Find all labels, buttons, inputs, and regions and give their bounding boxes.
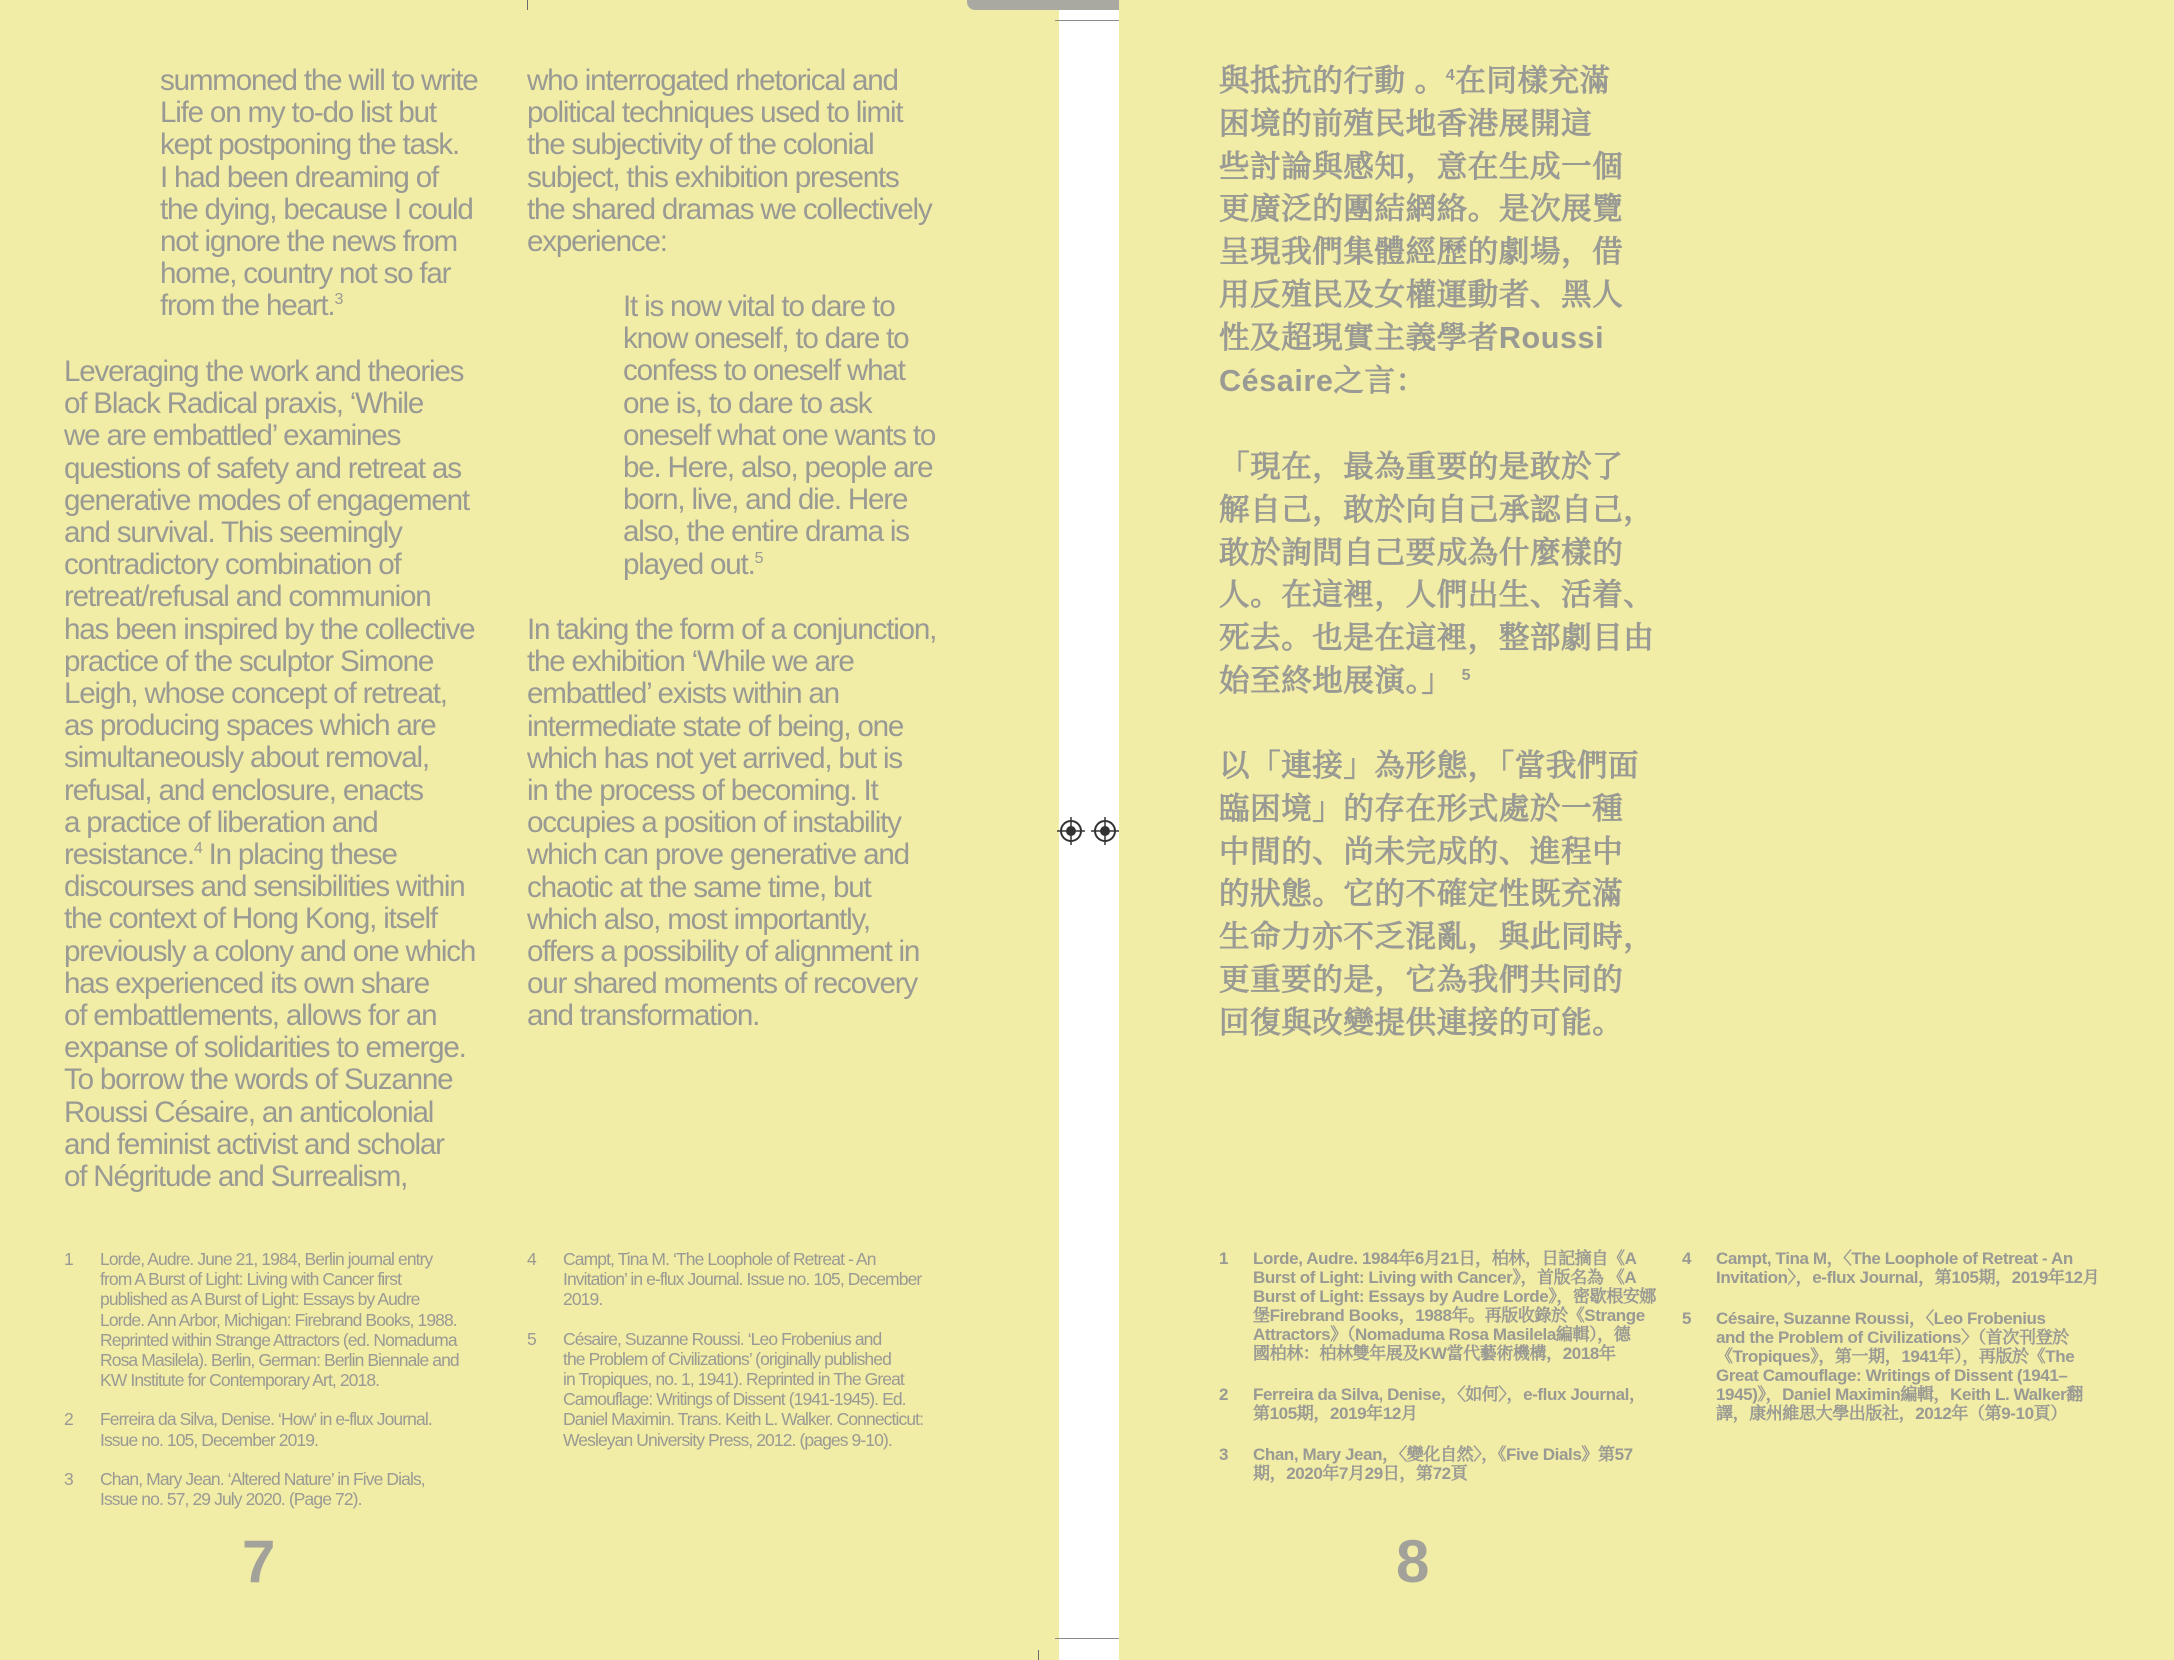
footnote-text: Césaire, Suzanne Roussi. ‘Leo Frobenius and the Problem of Civilizations’ (originally published in Tropiques, no. 1, 1941). Reprinted in The Great Camouflage: Writings of Dissent (1941-1945). Ed. Daniel Maximin. Trans. Keith L. Walker. Connecticut: Wesleyan University Press, 2012. (pages 9-10).: [563, 1328, 924, 1450]
footnote-ref: 5: [1461, 666, 1472, 684]
paragraph-text: Leveraging the work and theories of Black Radical praxis, ‘While we are embattled’ examines questions of safety and retreat as generative modes of engagement and survival. This seemingly contradictory combination of retreat/refusal and communion has been inspired by the collective practice of the sculptor Simone Leigh, whose concept of retreat, as producing spaces which are simultaneously about removal, refusal, and enclosure, enacts a practice of liberation and resistance.: [64, 355, 475, 872]
footnote: [64, 1469, 504, 1509]
quote-text: 「現在，最為重要的是敢於了 解自己，敢於向自己承認自己， 敢於詢問自己要成為什麼樣的 人。在這裡，人們出生、活着、 死去。也是在這裡，整部劇目由 始至終地展演。」: [1219, 450, 1655, 698]
gutter-line: [1055, 20, 1125, 21]
footnote-number: 4: [1682, 1249, 1692, 1268]
footnote-number: 2: [1219, 1385, 1229, 1404]
paragraph-text: 在同樣充滿 困境的前殖民地香港展開這 些討論與感知，意在生成一個 更廣泛的團結網絡。是次展覽 呈現我們集體經歷的劇場，借 用反殖民及女權運動者、黑人 性及超現實主義學者Roussi Césaire之言：: [1219, 64, 1624, 398]
left-col2-para1: [527, 65, 967, 258]
footnote-text: Campt, Tina M. ‘The Loophole of Retreat - An Invitation’ in e-flux Journal. Issue no. 105, December 2019.: [563, 1249, 922, 1310]
footnote-text: Lorde, Audre. June 21, 1984, Berlin journal entry from A Burst of Light: Living with Cancer first published as A Burst of Light: Essays by Audre Lorde. Ann Arbor, Michigan: Firebrand Books, 1988. Reprinted within Strange Attractors (ed. Nomaduma Rosa Masilela). Berlin, German: Berlin Biennale and KW Institute for Contemporary Art, 2018.: [100, 1249, 459, 1391]
left-col1-para2: [64, 356, 504, 1193]
gutter-line: [1055, 1638, 1125, 1639]
footnote-text: Campt, Tina M，〈The Loophole of Retreat - An Invitation〉，e-flux Journal，第105期，2019年12月: [1716, 1249, 2100, 1287]
footnote: [1219, 1445, 1659, 1483]
paragraph-text: In placing these discourses and sensibilities within the context of Hong Kong, itself previously a colony and one which has experienced its own share of embattlements, allows for an expanse of solidarities to emerge. To borrow the words of Suzanne Roussi Césaire, an anticolonial and feminist activist and scholar of Négritude and Surrealism,: [64, 838, 476, 1194]
footnote: [64, 1249, 504, 1390]
left-col1-para1: [160, 65, 500, 323]
registration-mark-icon: [1057, 817, 1085, 845]
footnote-text: Césaire, Suzanne Roussi，〈Leo Frobenius and the Problem of Civilizations〉（首次刊登於 《Tropiques》，第一期，1941年），再版於《The Great Camouflage: Writings of Dissent (1941– 1945)》，Daniel Maximin編輯，Keith L. Walker翻 譯，康州維思大學出版社，2012年（第9-10頁）: [1716, 1309, 2083, 1423]
footnote: [64, 1409, 504, 1449]
footnotes-left-col1: [64, 1249, 504, 1528]
paragraph-text: who interrogated rhetorical and political techniques used to limit the subjectivity of the colonial subject, this exhibition presents the shared dramas we collectively experience:: [527, 64, 932, 259]
paragraph-text: summoned the will to write Life on my to-do list but kept postponing the task. I had been dreaming of the dying, because I could not ignore the news from home, country not so far from the heart.: [160, 64, 478, 323]
footnote-number: 3: [64, 1468, 73, 1489]
crop-mark: [527, 0, 528, 10]
footnote: [1219, 1249, 1659, 1363]
footnote-text: Ferreira da Silva, Denise，〈如何〉，e-flux Journal， 第105期，2019年12月: [1253, 1385, 1646, 1423]
footnote: [527, 1329, 987, 1450]
footnote: [1682, 1249, 2122, 1287]
footnote: [527, 1249, 987, 1310]
footnotes-right-col1: [1219, 1249, 1659, 1505]
right-para2: [1219, 745, 1679, 1045]
page-number: 8: [1396, 1528, 1430, 1595]
left-page: [0, 0, 1059, 1660]
left-col2-para2: [527, 614, 977, 1033]
footnote-ref: 3: [334, 291, 343, 309]
registration-mark-icon: [1091, 817, 1119, 845]
footnote-number: 5: [1682, 1309, 1692, 1328]
footnotes-right-col2: [1682, 1249, 2122, 1445]
footnote-ref: 4: [1445, 66, 1456, 84]
quote-text: It is now vital to dare to know oneself, to dare to confess to oneself what one is, to dare to ask oneself what one wants to be. Here, also, people are born, live, and die. Here also, the entire drama is played out.: [623, 290, 936, 581]
crop-mark: [1038, 1650, 1039, 1660]
footnote-number: 2: [64, 1409, 73, 1430]
right-quote: [1219, 446, 1679, 703]
footnote-ref: 5: [754, 549, 763, 567]
footnote: [1219, 1385, 1659, 1423]
footnote: [1682, 1309, 2122, 1423]
footnotes-left-col2: [527, 1249, 987, 1469]
paragraph-text: In taking the form of a conjunction, the exhibition ‘While we are embattled’ exists within an intermediate state of being, one which has not yet arrived, but is in the process of becoming. It occupies a position of instability which can prove generative and chaotic at the same time, but which also, most importantly, offers a possibility of alignment in our shared moments of recovery and transformation.: [527, 613, 937, 1033]
paragraph-text: 與抵抗的行動 。: [1219, 64, 1446, 98]
footnote-text: Chan, Mary Jean，〈變化自然〉，《Five Dials》第57 期，2020年7月29日，第72頁: [1253, 1445, 1633, 1483]
footnote-number: 4: [527, 1249, 536, 1269]
block-quote: [623, 291, 973, 581]
footnote-number: 1: [64, 1249, 73, 1269]
footnote-ref: 4: [193, 840, 202, 858]
right-para1: [1219, 60, 1679, 402]
footnote-text: Ferreira da Silva, Denise. ‘How’ in e-flux Journal. Issue no. 105, December 2019.: [100, 1409, 432, 1450]
right-page: [1119, 0, 2174, 1660]
footnote-text: Chan, Mary Jean. ‘Altered Nature’ in Five Dials, Issue no. 57, 29 July 2020. (Page 72).: [100, 1468, 425, 1510]
footnote-text: Lorde, Audre. 1984年6月21日，柏林，日記摘自《A Burst of Light: Living with Cancer》，首版名為 《A Burst of Light: Essays by Audre Lorde》，密歇根安娜 堡Firebrand Books，1988年。再版收錄於《Strange Attractors》（Nomaduma Rosa Masilela編輯），德 國柏林：柏林雙年展及KW當代藝術機構，2018年: [1253, 1249, 1657, 1363]
paragraph-text: 以「連接」為形態，「當我們面 臨困境」的存在形式處於一種 中間的、尚未完成的、進程中 的狀態。它的不確定性既充滿 生命力亦不乏混亂，與此同時， 更重要的是，它為我們共同的 回復與改變提供連接的可能。: [1219, 749, 1655, 1040]
footnote-number: 1: [1219, 1249, 1229, 1268]
footnote-number: 5: [527, 1328, 536, 1349]
footnote-number: 3: [1219, 1445, 1229, 1464]
page-number: 7: [242, 1528, 276, 1595]
